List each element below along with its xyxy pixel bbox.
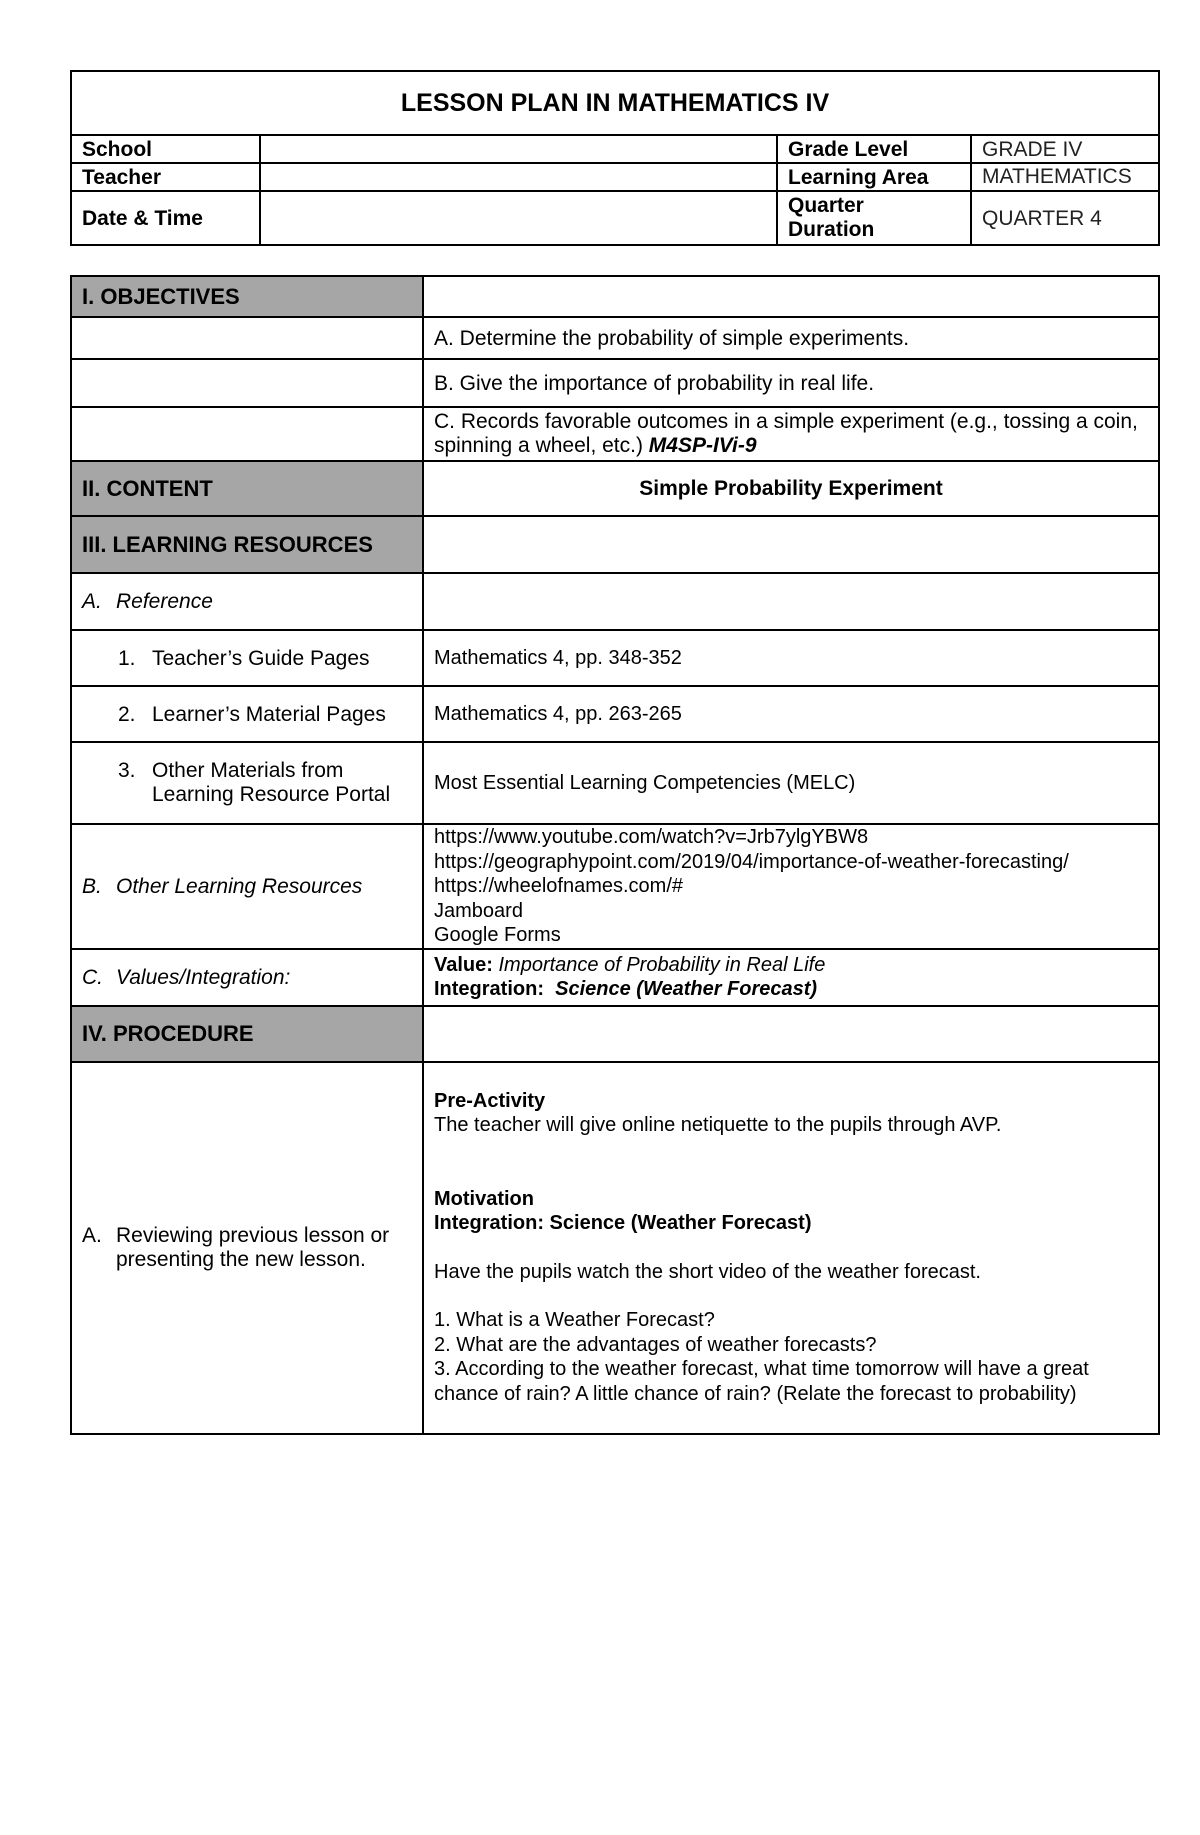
objective-b-row (71, 359, 1159, 407)
objective-c-text: C. Records favorable outcomes in a simple experiment (e.g., tossing a coin, spinning a wheel, etc.) (434, 410, 1138, 457)
resource-link-geographypoint[interactable]: https://geographypoint.com/2019/04/importance-of-weather-forecasting/ (434, 850, 1069, 873)
question-2: 2. What are the advantages of weather forecasts? (434, 1333, 877, 1356)
quarter-duration-label (777, 191, 971, 245)
resource-link-wheelofnames[interactable]: https://wheelofnames.com/# (434, 875, 684, 897)
date-time-value (260, 191, 777, 245)
main-table (70, 275, 1160, 1435)
objectives-heading: I. OBJECTIVES (71, 276, 423, 317)
procedure-row (71, 1006, 1159, 1062)
school-label: School (71, 135, 260, 163)
grade-level-value: GRADE IV (971, 135, 1159, 163)
objectives-row (71, 276, 1159, 317)
pre-activity-title: Pre-Activity (434, 1089, 546, 1112)
values-row (71, 949, 1159, 1006)
procedure-step-a-label: A. Reviewing previous lesson or presenting the new lesson. (71, 1062, 423, 1434)
learners-material-row (71, 686, 1159, 742)
procedure-step-a-row (71, 1062, 1159, 1434)
motivation-instruction: Have the pupils watch the short video of the weather forecast. (434, 1260, 981, 1283)
reference-row (71, 573, 1159, 630)
other-resources-label: B. Other Learning Resources (71, 824, 423, 949)
resources-heading: III. LEARNING RESOURCES (71, 516, 423, 573)
other-materials-value: Most Essential Learning Competencies (MELC) (423, 742, 1159, 824)
motivation-integration: Integration: Science (Weather Forecast) (434, 1212, 812, 1235)
question-3: 3. According to the weather forecast, what time tomorrow will have a great chance of rain? A little chance of rain? (Relate the forecast to probability) (434, 1358, 1089, 1405)
teacher-value (260, 163, 777, 191)
other-resources-row (71, 824, 1159, 949)
learning-area-value: MATHEMATICS (971, 163, 1159, 191)
values-label: C. Values/Integration: (71, 949, 423, 1006)
reference-label: A. Reference (71, 573, 423, 630)
objective-c (423, 407, 1159, 461)
grade-level-label: Grade Level (777, 135, 971, 163)
resource-google-forms: Google Forms (434, 924, 561, 946)
objective-c-row (71, 407, 1159, 461)
objectives-empty (423, 276, 1159, 317)
other-resources-links (423, 824, 1159, 949)
learning-area-label: Learning Area (777, 163, 971, 191)
resources-row (71, 516, 1159, 573)
procedure-heading: IV. PROCEDURE (71, 1006, 423, 1062)
learners-material-label: 2. Learner’s Material Pages (71, 686, 423, 742)
resource-jamboard: Jamboard (434, 899, 523, 922)
pre-activity-text: The teacher will give online netiquette to the pupils through AVP. (434, 1114, 1002, 1137)
teachers-guide-row (71, 630, 1159, 686)
quarter-label: Quarter (788, 194, 864, 217)
header-table (70, 70, 1160, 246)
other-materials-label: 3. Other Materials from Learning Resource Portal (71, 742, 423, 824)
resource-link-youtube[interactable]: https://www.youtube.com/watch?v=Jrb7ylgYBW8 (434, 826, 869, 848)
learners-material-value: Mathematics 4, pp. 263-265 (423, 686, 1159, 742)
motivation-title: Motivation (434, 1187, 534, 1210)
date-time-label: Date & Time (71, 191, 260, 245)
quarter-value: QUARTER 4 (971, 191, 1159, 245)
values-content: Value: Importance of Probability in Real Life Integration: Science (Weather Forecast) (423, 949, 1159, 1006)
objective-a: A. Determine the probability of simple experiments. (423, 317, 1159, 359)
other-materials-row (71, 742, 1159, 824)
duration-label: Duration (788, 218, 875, 241)
teachers-guide-label: 1. Teacher’s Guide Pages (71, 630, 423, 686)
school-value (260, 135, 777, 163)
teacher-label: Teacher (71, 163, 260, 191)
objective-c-code: M4SP-IVi-9 (648, 434, 757, 457)
content-heading: II. CONTENT (71, 461, 423, 516)
teachers-guide-value: Mathematics 4, pp. 348-352 (423, 630, 1159, 686)
objective-b: B. Give the importance of probability in real life. (423, 359, 1159, 407)
objective-a-row (71, 317, 1159, 359)
page-title: LESSON PLAN IN MATHEMATICS IV (71, 71, 1159, 135)
content-row (71, 461, 1159, 516)
procedure-step-a-content (423, 1062, 1159, 1434)
question-1: 1. What is a Weather Forecast? (434, 1309, 715, 1332)
content-value: Simple Probability Experiment (423, 461, 1159, 516)
